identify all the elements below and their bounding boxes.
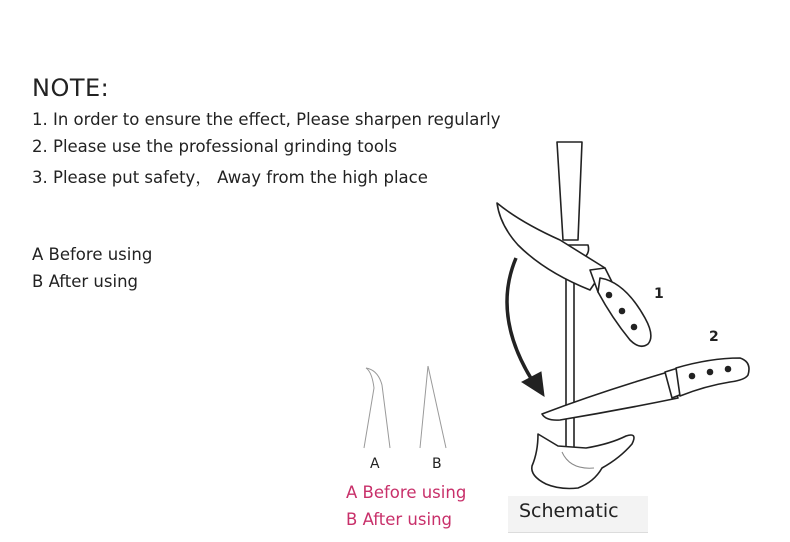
note-title: NOTE: (32, 74, 110, 102)
note-item-2: 2. Please use the professional grinding tools (32, 137, 398, 156)
edge-profile-b (420, 366, 446, 448)
legend-item-before: A Before using (32, 245, 153, 264)
legend-item-after: B After using (32, 272, 139, 291)
edge-profile-a (364, 368, 390, 448)
edge-label-a: A (370, 456, 380, 472)
schematic-caption-box (508, 496, 648, 533)
edge-label-b: B (432, 456, 442, 472)
step-number-2: 2 (709, 329, 719, 345)
motion-arrow (507, 258, 544, 396)
pink-legend-after: B After using (346, 510, 453, 529)
step-number-1: 1 (654, 286, 664, 302)
pink-legend-before: A Before using (346, 483, 467, 502)
note-item-3: 3. Please put safety， Away from the high place (32, 168, 428, 187)
schematic-caption: Schematic (519, 500, 619, 522)
blade-cross-section (532, 434, 634, 489)
note-item-1: 1. In order to ensure the effect, Please sharpen regularly (32, 110, 501, 129)
